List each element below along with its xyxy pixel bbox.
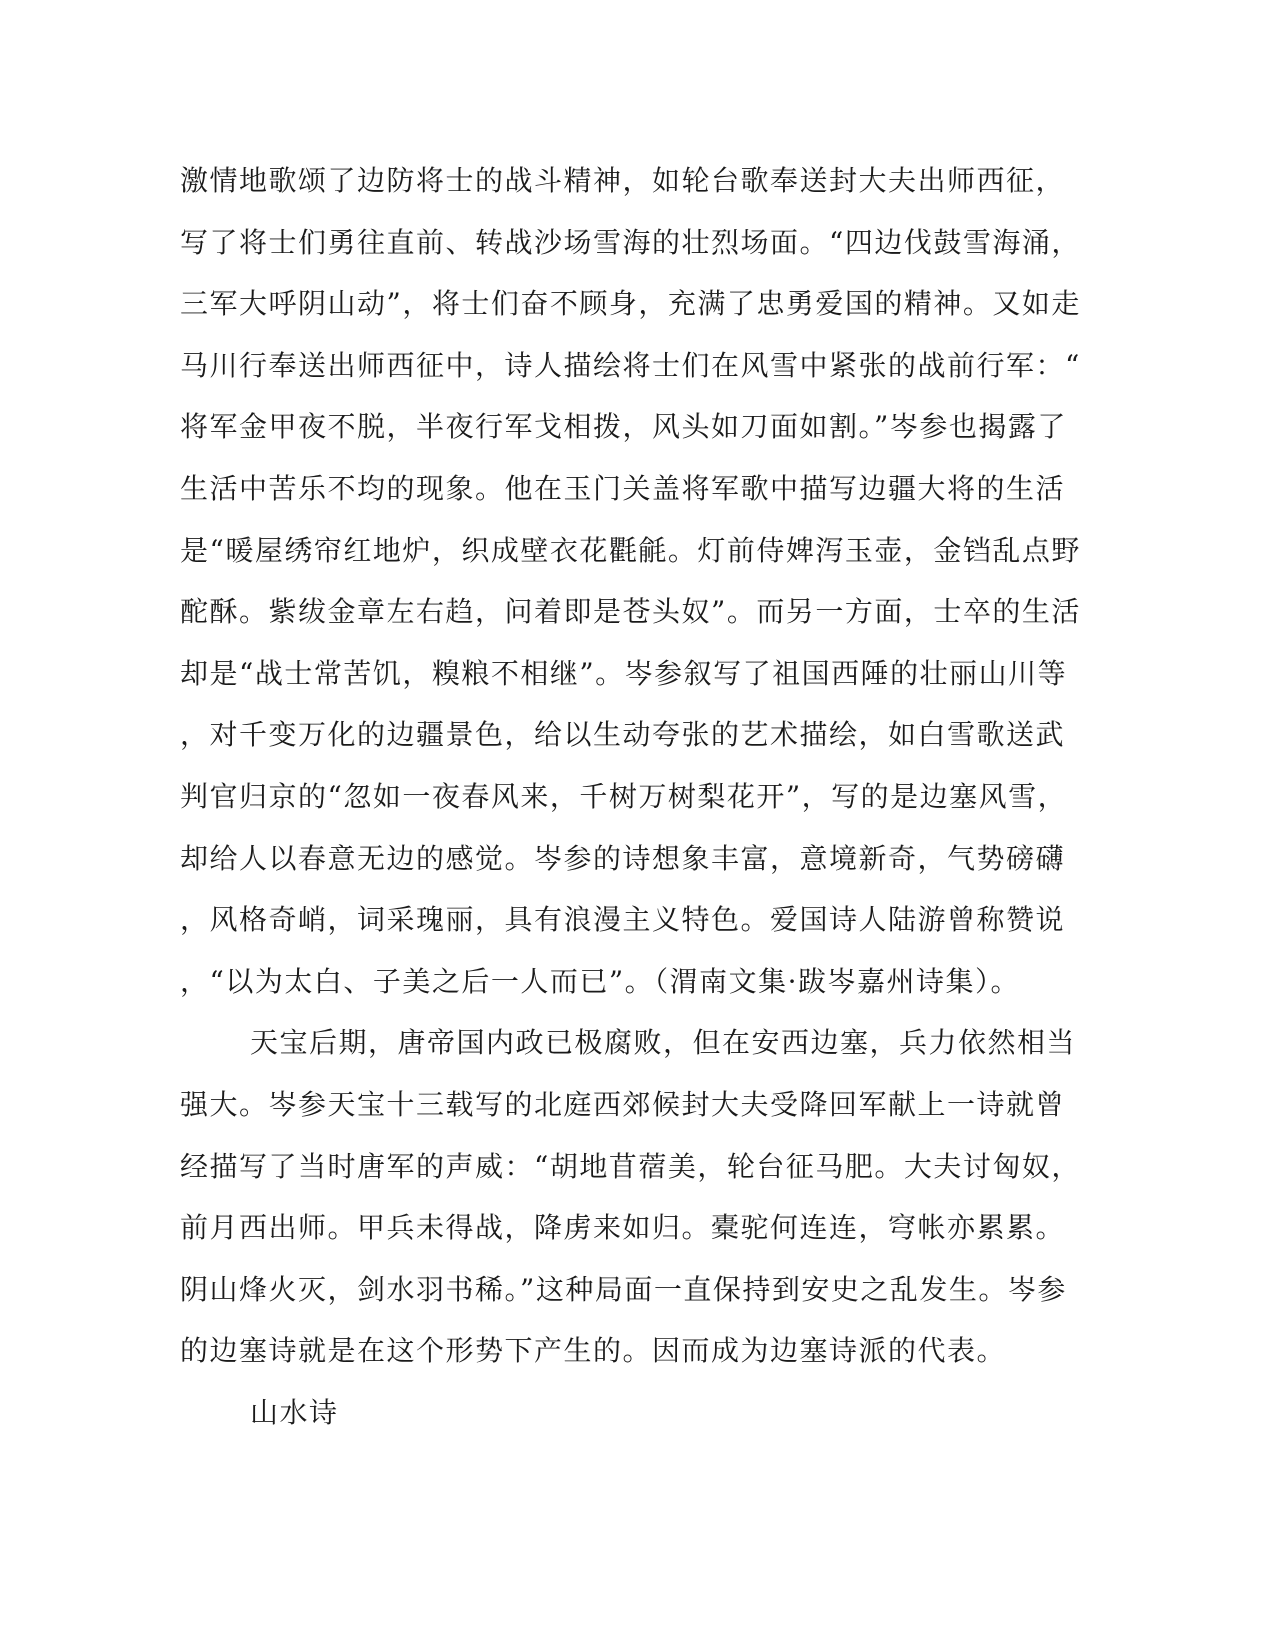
text-line: 是“暖屋绣帘红地炉，织成壁衣花氍毹。灯前侍婢泻玉壶，金铛乱点野: [180, 533, 1081, 567]
text-line: 阴山烽火灭，剑水羽书稀。”这种局面一直保持到安史之乱发生。岑参: [180, 1272, 1067, 1306]
text-line: 写了将士们勇往直前、转战沙场雪海的壮烈场面。“四边伐鼓雪海涌，: [180, 225, 1081, 259]
text-line: 生活中苦乐不均的现象。他在玉门关盖将军歌中描写边疆大将的生活: [180, 471, 1066, 505]
text-line: 前月西出师。甲兵未得战，降虏来如归。橐驼何连连，穹帐亦累累。: [180, 1211, 1066, 1245]
text-line: ，“以为太白、子美之后一人而已”。（渭南文集·跋岑嘉州诗集）。: [180, 964, 1021, 998]
text-line: 三军大呼阴山动”，将士们奋不顾身，充满了忠勇爱国的精神。又如走: [180, 287, 1081, 321]
paragraph-start-line: 天宝后期，唐帝国内政已极腐败，但在安西边塞，兵力依然相当: [250, 1026, 1077, 1060]
text-line: ，对千变万化的边疆景色，给以生动夸张的艺术描绘，如白雪歌送武: [180, 718, 1066, 752]
text-line: 判官归京的“忽如一夜春风来，千树万树梨花开”，写的是边塞风雪，: [180, 779, 1068, 813]
section-heading: 山水诗: [250, 1395, 339, 1429]
text-line: 强大。岑参天宝十三载写的北庭西郊候封大夫受降回军献上一诗就曾: [180, 1087, 1066, 1121]
text-line: 马川行奉送出师西征中，诗人描绘将士们在风雪中紧张的战前行军：“: [180, 348, 1081, 382]
text-line: 却给人以春意无边的感觉。岑参的诗想象丰富，意境新奇，气势磅礴: [180, 841, 1066, 875]
body-text: [180, 150, 1081, 1443]
text-line: 将军金甲夜不脱，半夜行军戈相拨，风头如刀面如割。”岑参也揭露了: [180, 410, 1067, 444]
text-line: 酡酥。紫绂金章左右趋，问着即是苍头奴”。而另一方面，士卒的生活: [180, 595, 1081, 629]
text-line: 却是“战士常苦饥，糗粮不相继”。岑参叙写了祖国西陲的壮丽山川等: [180, 656, 1068, 690]
text-line: 经描写了当时唐军的声威：“胡地苜蓿美，轮台征马肥。大夫讨匈奴，: [180, 1149, 1081, 1183]
text-line: 激情地歌颂了边防将士的战斗精神，如轮台歌奉送封大夫出师西征，: [180, 164, 1066, 197]
text-line: ，风格奇峭，词采瑰丽，具有浪漫主义特色。爱国诗人陆游曾称赞说: [180, 903, 1066, 937]
text-line: 的边塞诗就是在这个形势下产生的。因而成为边塞诗派的代表。: [180, 1334, 1007, 1368]
